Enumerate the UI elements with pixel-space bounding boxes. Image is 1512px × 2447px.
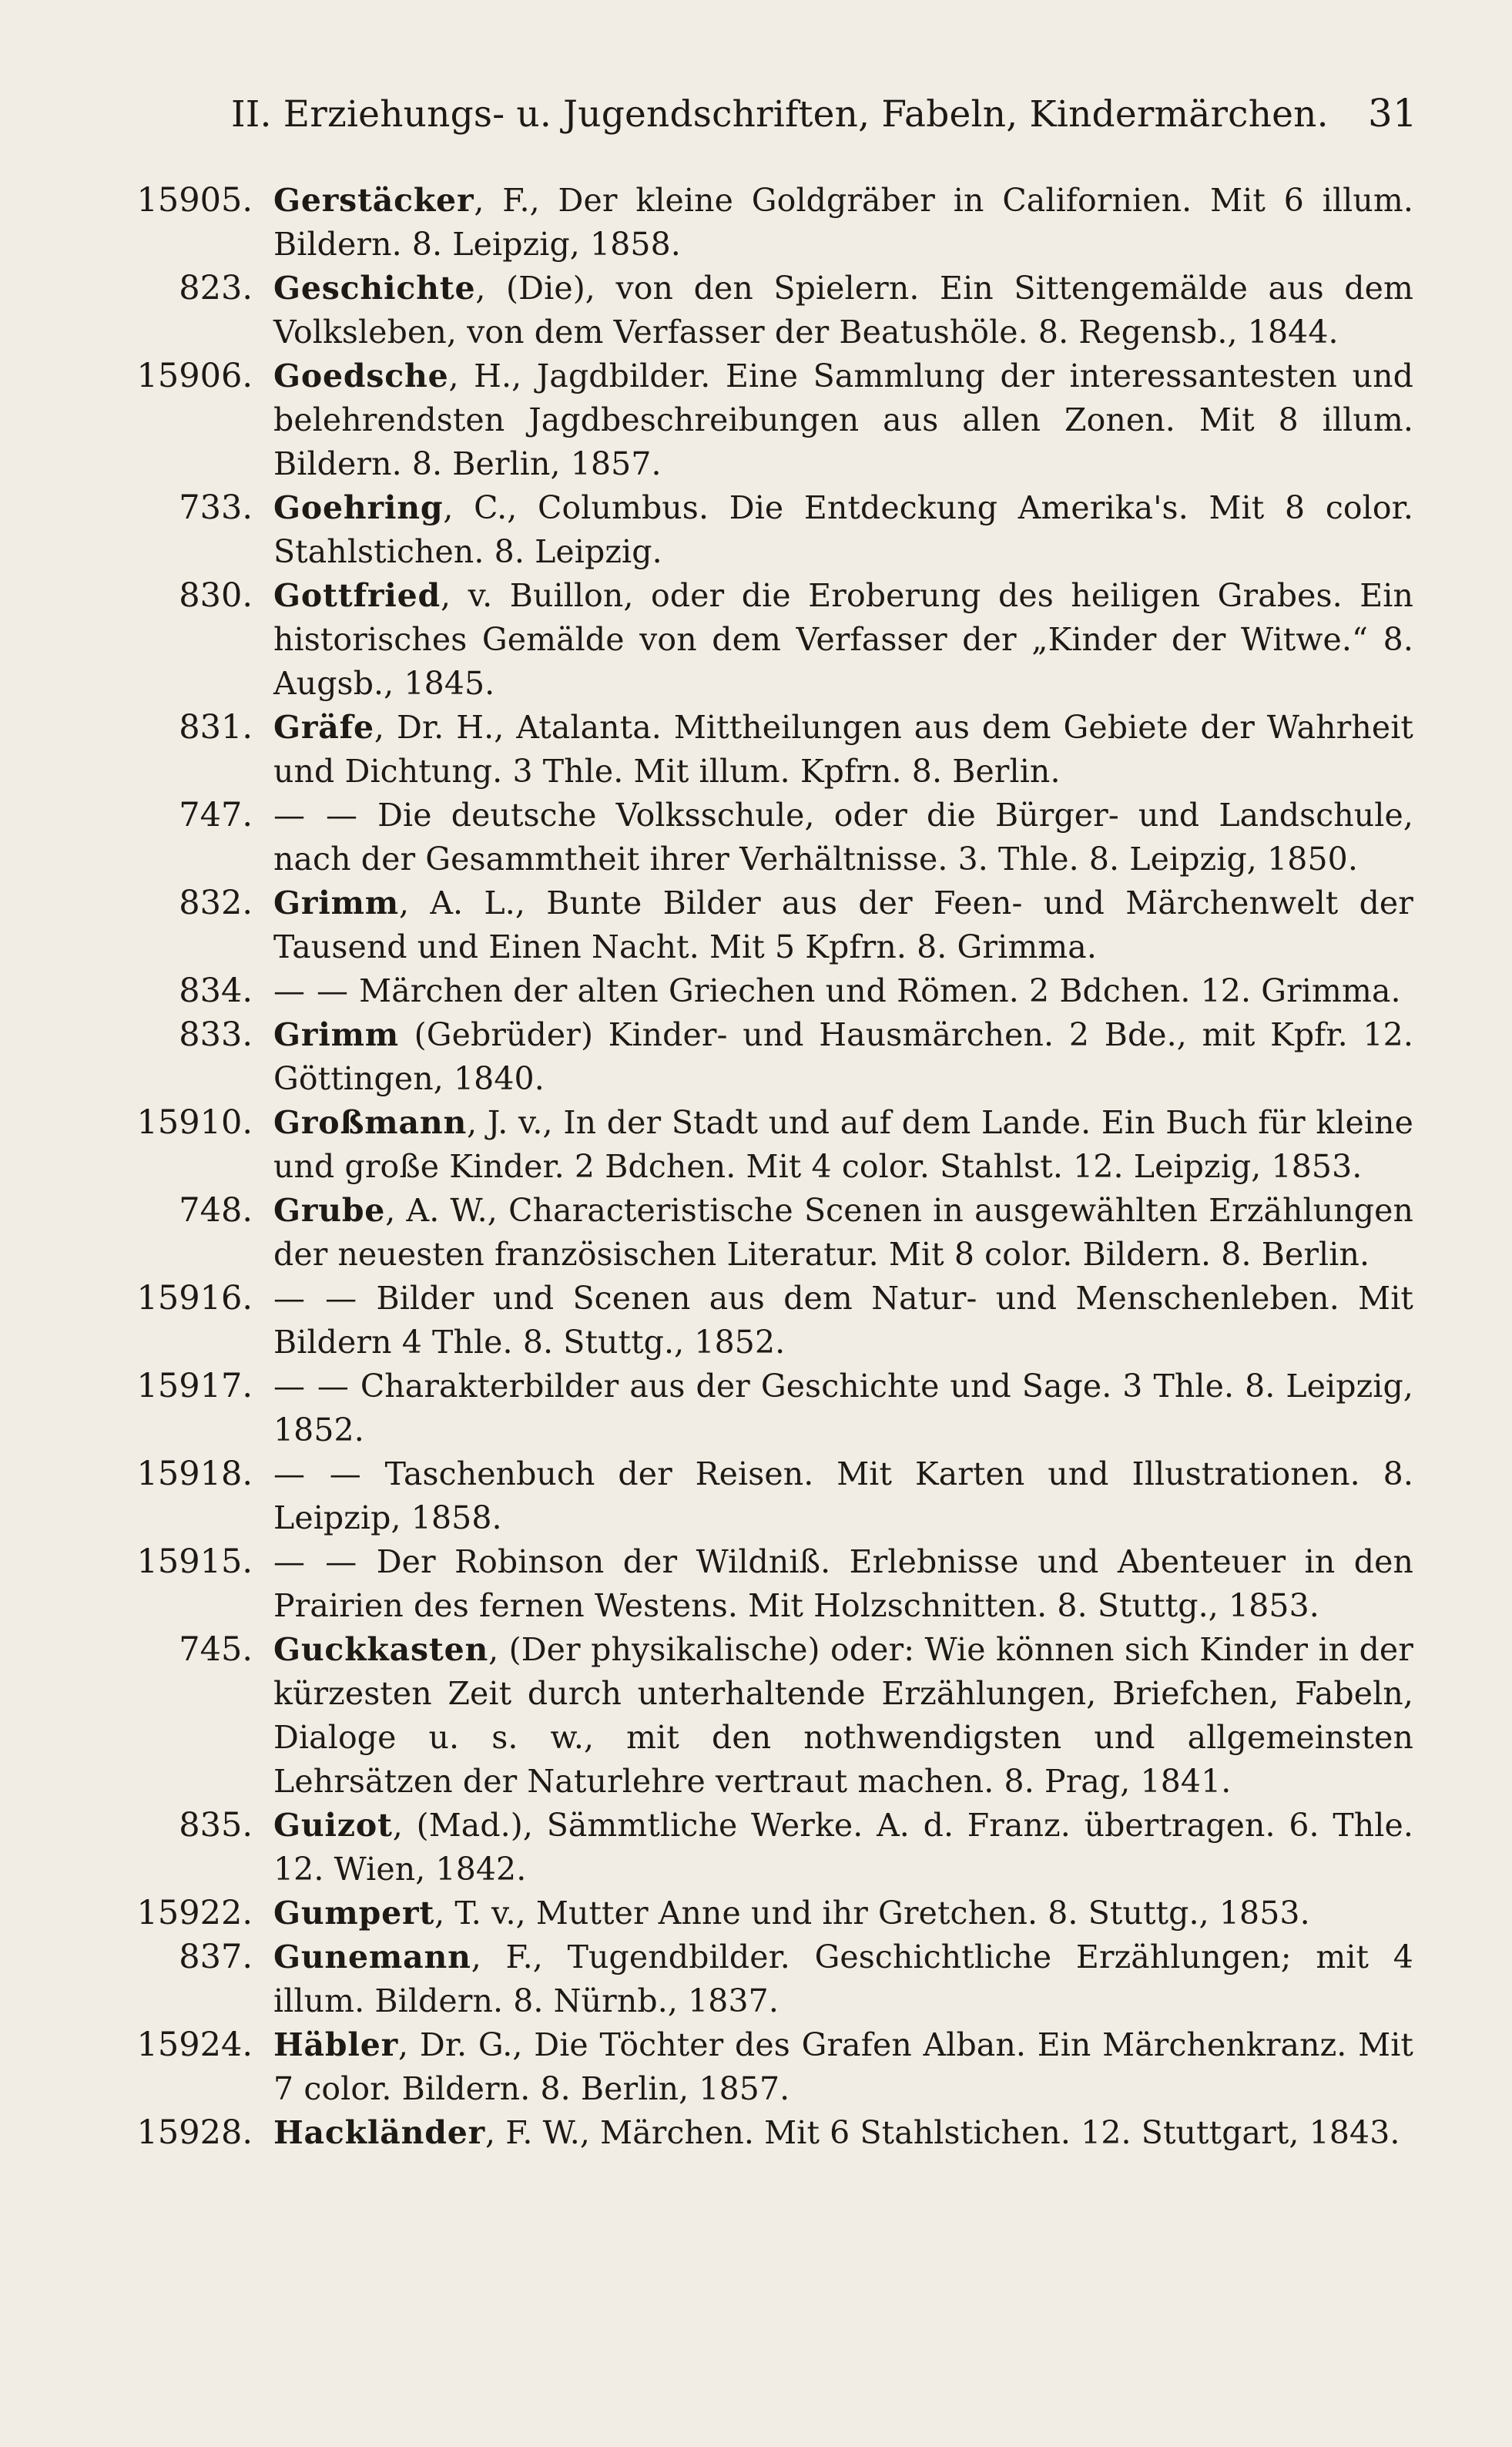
entry-number: 834.: [179, 972, 253, 1010]
entry-author: Geschichte: [273, 270, 476, 307]
entry-author: Gunemann: [273, 1938, 471, 1975]
entry-text: , J. v., In der Stadt und auf dem Lande. Ein Buch für kleine und große Kinder. 2 Bdchen. Mit 4 color. Stahlst. 12. Leipzig, 1853.: [273, 1104, 1413, 1185]
entry-body: [273, 1013, 1413, 1101]
entry-body: [273, 969, 1413, 1013]
entry-number: 733.: [179, 488, 253, 527]
entry-text: , F., Der kleine Goldgräber in Californien. Mit 6 illum. Bildern. 8. Leipzig, 1858.: [273, 182, 1413, 263]
catalog-entry: [0, 574, 1512, 706]
entry-number: 15918.: [136, 1455, 253, 1493]
entry-number: 15906.: [136, 357, 253, 395]
catalog-entry: [0, 706, 1512, 794]
page-number: 31: [1367, 91, 1417, 136]
catalog-entry: [0, 1935, 1512, 2023]
catalog-entry: [0, 881, 1512, 969]
catalog-entry: [0, 1013, 1512, 1101]
catalog-entry: [0, 2023, 1512, 2111]
entry-ditto-dash: — —: [273, 1280, 358, 1317]
entry-text: , H., Jagdbilder. Eine Sammlung der interessantesten und belehrendsten Jagdbeschreibungen aus allen Zonen. Mit 8 illum. Bildern. 8. Berlin, 1857.: [273, 357, 1413, 482]
entry-number: 745.: [179, 1630, 253, 1669]
entry-text: , A. L., Bunte Bilder aus der Feen- und Märchenwelt der Tausend und Einen Nacht. Mit 5 Kpfrn. 8. Grimma.: [273, 884, 1413, 965]
entry-text: , (Der physikalische) oder: Wie können sich Kinder in der kürzesten Zeit durch unterhaltende Erzählungen, Briefchen, Fabeln, Dialoge u. s. w., mit den nothwendigsten und allgemeinsten Lehrsätzen der Naturlehre vertraut machen. 8. Prag, 1841.: [273, 1631, 1413, 1800]
catalog-entry: [0, 1364, 1512, 1452]
entry-number: 15916.: [136, 1279, 253, 1317]
entry-text: Die deutsche Volksschule, oder die Bürger- und Landschule, nach der Gesammtheit ihrer Verhältnisse. 3. Thle. 8. Leipzig, 1850.: [273, 797, 1413, 878]
entry-body: [273, 1540, 1413, 1628]
catalog-entry: [0, 354, 1512, 486]
catalog-entry: [0, 179, 1512, 267]
entry-text: , (Mad.), Sämmtliche Werke. A. d. Franz. übertragen. 6. Thle. 12. Wien, 1842.: [273, 1807, 1413, 1888]
entry-ditto-dash: — —: [273, 1455, 362, 1492]
entry-author: Goedsche: [273, 357, 449, 394]
entry-text: Charakterbilder aus der Geschichte und Sage. 3 Thle. 8. Leipzig, 1852.: [273, 1368, 1413, 1448]
entry-number: 835.: [179, 1806, 253, 1844]
entry-body: [273, 1277, 1413, 1364]
entry-author: Guckkasten: [273, 1631, 489, 1668]
entry-body: [273, 354, 1413, 486]
entry-body: [273, 1804, 1413, 1891]
entry-text: , v. Buillon, oder die Eroberung des heiligen Grabes. Ein historisches Gemälde von dem Verfasser der „Kinder der Witwe.“ 8. Augsb., 1845.: [273, 577, 1413, 702]
catalog-entries: [0, 179, 1512, 2155]
entry-text: , (Die), von den Spielern. Ein Sittengemälde aus dem Volksleben, von dem Verfasser der Beatushöle. 8. Regensb., 1844.: [273, 270, 1413, 351]
entry-text: Taschenbuch der Reisen. Mit Karten und Illustrationen. 8. Leipzip, 1858.: [273, 1455, 1413, 1536]
entry-ditto-dash: — —: [273, 797, 358, 834]
entry-body: [273, 267, 1413, 354]
entry-number: 830.: [179, 576, 253, 615]
entry-text: , C., Columbus. Die Entdeckung Amerika's. Mit 8 color. Stahlstichen. 8. Leipzig.: [273, 489, 1413, 570]
entry-author: Grimm: [273, 884, 399, 921]
entry-ditto-dash: — —: [273, 1543, 358, 1580]
entry-text: , F., Tugendbilder. Geschichtliche Erzählungen; mit 4 illum. Bildern. 8. Nürnb., 1837.: [273, 1938, 1413, 2019]
entry-number: 15917.: [136, 1367, 253, 1405]
entry-body: [273, 574, 1413, 706]
entry-author: Grube: [273, 1192, 386, 1229]
entry-text: , F. W., Märchen. Mit 6 Stahlstichen. 12. Stuttgart, 1843.: [484, 2114, 1400, 2151]
entry-body: [273, 1935, 1413, 2023]
catalog-entry: [0, 1891, 1512, 1935]
entry-body: [273, 179, 1413, 267]
entry-author: Gräfe: [273, 709, 374, 746]
entry-body: [273, 706, 1413, 794]
entry-author: Gerstäcker: [273, 182, 474, 219]
catalog-entry: [0, 1628, 1512, 1804]
entry-body: [273, 1628, 1413, 1804]
entry-text: , Dr. G., Die Töchter des Grafen Alban. Ein Märchenkranz. Mit 7 color. Bildern. 8. Berlin, 1857.: [273, 2026, 1413, 2107]
entry-author: Gottfried: [273, 577, 441, 614]
entry-ditto-dash: — —: [273, 972, 350, 1009]
entry-number: 15905.: [136, 181, 253, 220]
entry-author: Gumpert: [273, 1895, 435, 1932]
entry-author: Häbler: [273, 2026, 399, 2063]
entry-text: (Gebrüder) Kinder- und Hausmärchen. 2 Bde., mit Kpfr. 12. Göttingen, 1840.: [273, 1016, 1413, 1097]
entry-body: [273, 881, 1413, 969]
entry-body: [273, 1452, 1413, 1540]
entry-text: Der Robinson der Wildniß. Erlebnisse und Abenteuer in den Prairien des fernen Westens. Mit Holzschnitten. 8. Stuttg., 1853.: [273, 1543, 1413, 1624]
entry-number: 833.: [179, 1015, 253, 1054]
entry-number: 15928.: [136, 2113, 253, 2152]
entry-author: Guizot: [273, 1807, 393, 1844]
entry-author: Grimm: [273, 1016, 399, 1053]
entry-text: , T. v., Mutter Anne und ihr Gretchen. 8. Stuttg., 1853.: [434, 1895, 1310, 1932]
entry-text: Bilder und Scenen aus dem Natur- und Menschenleben. Mit Bildern 4 Thle. 8. Stuttg., 1852.: [273, 1280, 1413, 1361]
entry-body: [273, 2111, 1413, 2155]
entry-author: Großmann: [273, 1104, 468, 1141]
catalog-entry: [0, 2111, 1512, 2155]
entry-text: , Dr. H., Atalanta. Mittheilungen aus dem Gebiete der Wahrheit und Dichtung. 3 Thle. Mit illum. Kpfrn. 8. Berlin.: [273, 709, 1413, 790]
entry-body: [273, 1891, 1413, 1935]
entry-number: 15924.: [136, 2026, 253, 2064]
entry-number: 15910.: [136, 1103, 253, 1142]
catalog-entry: [0, 794, 1512, 881]
entry-body: [273, 794, 1413, 881]
entry-author: Hackländer: [273, 2114, 485, 2151]
entry-ditto-dash: — —: [273, 1368, 350, 1405]
entry-number: 831.: [179, 708, 253, 747]
running-title: II. Erziehungs- u. Jugendschriften, Fabeln, Kindermärchen.: [231, 93, 1329, 136]
entry-body: [273, 1101, 1413, 1189]
catalog-entry: [0, 1804, 1512, 1891]
entry-number: 837.: [179, 1938, 253, 1976]
entry-number: 15915.: [136, 1542, 253, 1581]
entry-number: 823.: [179, 269, 253, 307]
entry-number: 15922.: [136, 1894, 253, 1932]
entry-number: 832.: [179, 884, 253, 922]
catalog-entry: [0, 969, 1512, 1013]
entry-body: [273, 2023, 1413, 2111]
catalog-entry: [0, 1277, 1512, 1364]
page-header: [231, 91, 1417, 153]
catalog-entry: [0, 1540, 1512, 1628]
catalog-entry: [0, 267, 1512, 354]
catalog-entry: [0, 1101, 1512, 1189]
entry-body: [273, 1364, 1413, 1452]
catalog-entry: [0, 1452, 1512, 1540]
entry-body: [273, 1189, 1413, 1277]
catalog-entry: [0, 486, 1512, 574]
entry-text: Märchen der alten Griechen und Römen. 2 Bdchen. 12. Grimma.: [349, 972, 1401, 1009]
entry-number: 748.: [179, 1191, 253, 1230]
entry-author: Goehring: [273, 489, 444, 526]
catalog-entry: [0, 1189, 1512, 1277]
entry-body: [273, 486, 1413, 574]
entry-text: , A. W., Characteristische Scenen in ausgewählten Erzählungen der neuesten französischen Literatur. Mit 8 color. Bildern. 8. Berlin.: [273, 1192, 1413, 1273]
entry-number: 747.: [179, 796, 253, 834]
